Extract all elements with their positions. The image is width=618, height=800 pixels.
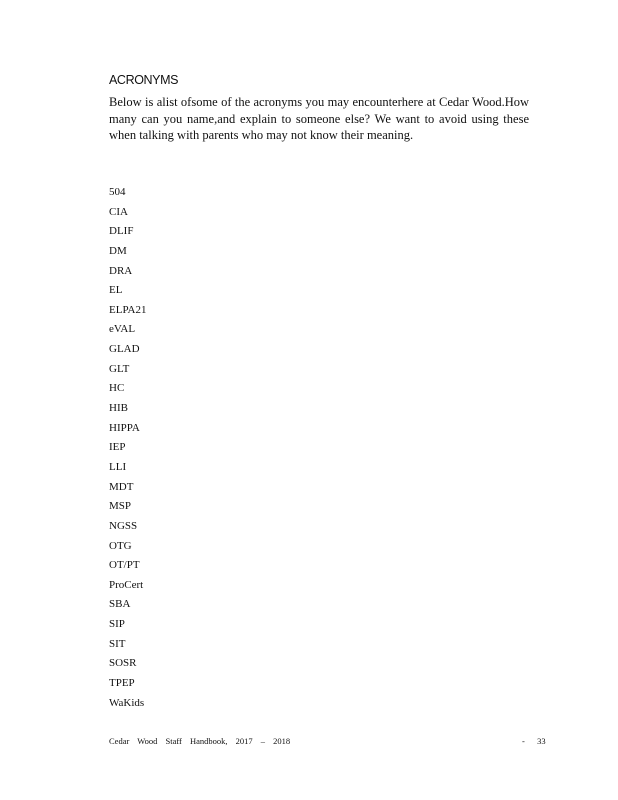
page-number-prefix: - <box>522 736 525 746</box>
acronym-item: MSP <box>109 500 132 513</box>
acronym-item: GLT <box>109 362 130 375</box>
acronym-item: eVAL <box>109 323 136 336</box>
page-number <box>522 736 546 746</box>
acronym-item: TPEP <box>109 677 135 690</box>
acronym-item: ProCert <box>109 578 144 591</box>
acronym-item: DLIF <box>109 225 134 238</box>
acronym-item: ELPA21 <box>109 303 147 316</box>
acronym-item: GLAD <box>109 343 140 356</box>
acronym-item: DM <box>109 244 127 257</box>
footer-handbook-title: Cedar Wood Staff Handbook, 2017 – 2018 <box>109 736 291 746</box>
acronym-item: MDT <box>109 480 134 493</box>
acronym-item: OTG <box>109 539 132 552</box>
acronym-item: SIP <box>109 618 125 631</box>
section-heading: ACRONYMS <box>109 73 179 87</box>
intro-paragraph: Below is alist ofsome of the acronyms you may encounterhere at Cedar Wood.How many can you name,and explain to someone else? We want to avoid using these when talking with parents who may not know their meaning. <box>109 95 529 142</box>
acronym-item: SOSR <box>109 657 137 670</box>
acronym-item: NGSS <box>109 519 138 532</box>
acronym-item: EL <box>109 284 123 297</box>
acronym-item: CIA <box>109 205 128 218</box>
acronym-item: OT/PT <box>109 559 140 572</box>
acronym-item: HIPPA <box>109 421 140 434</box>
acronym-item: WaKids <box>109 696 145 709</box>
acronym-item: HC <box>109 382 125 395</box>
acronym-list <box>109 183 147 713</box>
acronym-item: SBA <box>109 598 131 611</box>
acronym-item: DRA <box>109 264 133 277</box>
acronym-item: LLI <box>109 460 127 473</box>
acronym-item: HIB <box>109 402 128 415</box>
acronym-item: 504 <box>109 186 126 198</box>
acronym-item: SIT <box>109 637 126 650</box>
acronym-item: IEP <box>109 441 126 454</box>
page-number-value: 33 <box>537 736 546 746</box>
